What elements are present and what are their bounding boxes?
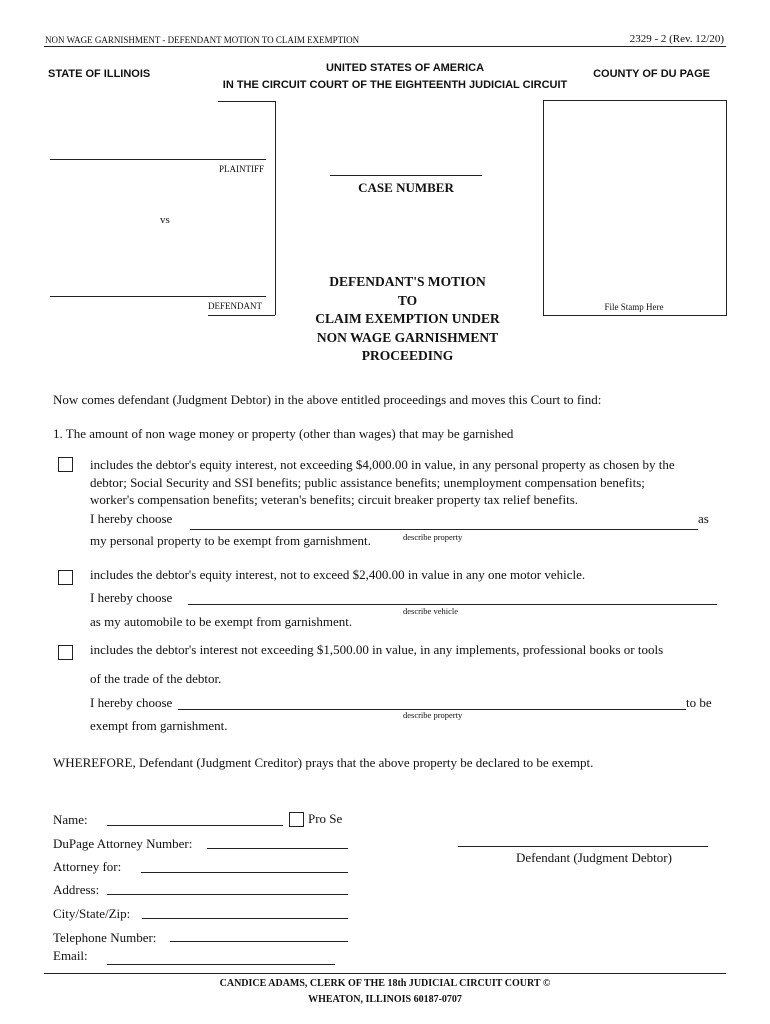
- pro-se-label: Pro Se: [308, 811, 343, 826]
- motion-title-line2: TO: [397, 292, 418, 308]
- option-1-tail: my personal property to be exempt from garnishment.: [90, 533, 371, 548]
- option-2-tail: as my automobile to be exempt from garnishment.: [90, 614, 353, 629]
- form-number: 2329 - 2 (Rev. 12/20): [629, 33, 724, 45]
- option-2-line1: includes the debtor's equity interest, not to exceed $2,400.00 in value in any one motor vehicle.: [90, 567, 586, 582]
- item-1-text: 1. The amount of non wage money or property (other than wages) that may be garnished: [53, 426, 514, 441]
- city-field[interactable]: [142, 918, 348, 919]
- option-1-text: [90, 456, 730, 509]
- footer-rule: [44, 973, 726, 974]
- country-label: UNITED STATES OF AMERICA: [325, 62, 485, 74]
- phone-label: Telephone Number:: [53, 930, 157, 945]
- attorney-number-label: DuPage Attorney Number:: [53, 836, 193, 851]
- defendant-signature-line[interactable]: [458, 846, 708, 847]
- option-3-hint: describe property: [403, 710, 463, 720]
- footer-line2: WHEATON, ILLINOIS 60187-0707: [308, 994, 462, 1005]
- plaintiff-line[interactable]: [50, 159, 266, 160]
- wherefore-text: WHEREFORE, Defendant (Judgment Creditor) prays that the above property be declared to be exempt.: [53, 755, 594, 770]
- motion-title-line5: PROCEEDING: [361, 348, 454, 363]
- option-1-line3: worker's compensation benefits; veteran's benefits; circuit breaker property tax relief benefits.: [90, 492, 579, 507]
- county-label: COUNTY OF DU PAGE: [593, 68, 710, 80]
- option-2-hint: describe vehicle: [403, 606, 458, 616]
- case-number-line[interactable]: [330, 175, 482, 176]
- file-stamp-label: File Stamp Here: [604, 302, 664, 312]
- option-2-choose: I hereby choose: [90, 590, 173, 605]
- option-3-choose: I hereby choose: [90, 695, 173, 710]
- option-2-checkbox[interactable]: [58, 570, 73, 585]
- option-3-to-be: to be: [686, 695, 712, 710]
- court-label: IN THE CIRCUIT COURT OF THE EIGHTEENTH JUDICIAL CIRCUIT: [222, 79, 568, 91]
- option-1-choose: I hereby choose: [90, 511, 173, 526]
- file-stamp-box: [543, 100, 727, 316]
- option-2-vehicle-field[interactable]: [188, 604, 717, 605]
- option-3-line1: includes the debtor's interest not exceeding $1,500.00 in value, in any implements, professional books or tools: [90, 642, 664, 657]
- motion-title: [290, 273, 525, 366]
- caption-right-rule: [275, 101, 276, 315]
- option-1-property-field[interactable]: [190, 529, 698, 530]
- form-title-top: NON WAGE GARNISHMENT - DEFENDANT MOTION TO CLAIM EXEMPTION: [45, 35, 360, 45]
- option-1-as: as: [698, 511, 709, 526]
- pro-se-checkbox[interactable]: [289, 812, 304, 827]
- header-rule: [44, 46, 726, 47]
- caption-top-rule: [218, 101, 275, 102]
- state-label: STATE OF ILLINOIS: [48, 68, 151, 80]
- name-field[interactable]: [107, 825, 283, 826]
- city-label: City/State/Zip:: [53, 906, 131, 921]
- footer-line1: CANDICE ADAMS, CLERK OF THE 18th JUDICIAL CIRCUIT COURT ©: [219, 978, 551, 989]
- motion-title-line3: CLAIM EXEMPTION UNDER: [315, 311, 500, 326]
- defendant-label: DEFENDANT: [208, 301, 262, 311]
- caption-bottom-rule: [208, 315, 275, 316]
- option-1-hint: describe property: [403, 532, 463, 542]
- intro-text: Now comes defendant (Judgment Debtor) in the above entitled proceedings and moves this Court to find:: [53, 392, 602, 407]
- phone-field[interactable]: [170, 941, 348, 942]
- attorney-number-field[interactable]: [207, 848, 348, 849]
- name-label: Name:: [53, 812, 88, 827]
- address-label: Address:: [53, 882, 100, 897]
- defendant-signature-label: Defendant (Judgment Debtor): [516, 850, 672, 865]
- motion-title-line4: NON WAGE GARNISHMENT: [316, 329, 499, 345]
- case-number-label: CASE NUMBER: [358, 180, 454, 195]
- attorney-for-field[interactable]: [141, 872, 348, 873]
- defendant-line[interactable]: [50, 296, 266, 297]
- plaintiff-label: PLAINTIFF: [219, 164, 265, 174]
- option-1-line2: debtor; Social Security and SSI benefits; public assistance benefits; unemployment compensation benefits;: [90, 474, 645, 490]
- motion-title-line1: DEFENDANT'S MOTION: [329, 274, 486, 289]
- option-1-checkbox[interactable]: [58, 457, 73, 472]
- email-label: Email:: [53, 948, 88, 963]
- attorney-for-label: Attorney for:: [53, 859, 122, 874]
- vs-label: vs: [160, 214, 170, 226]
- option-3-tail: exempt from garnishment.: [90, 718, 228, 733]
- option-3-checkbox[interactable]: [58, 645, 73, 660]
- option-1-line1: includes the debtor's equity interest, not exceeding $4,000.00 in value, in any personal property as chosen by the: [90, 457, 675, 472]
- option-3-line2: of the trade of the debtor.: [90, 671, 222, 686]
- address-field[interactable]: [107, 894, 348, 895]
- email-field[interactable]: [107, 964, 335, 965]
